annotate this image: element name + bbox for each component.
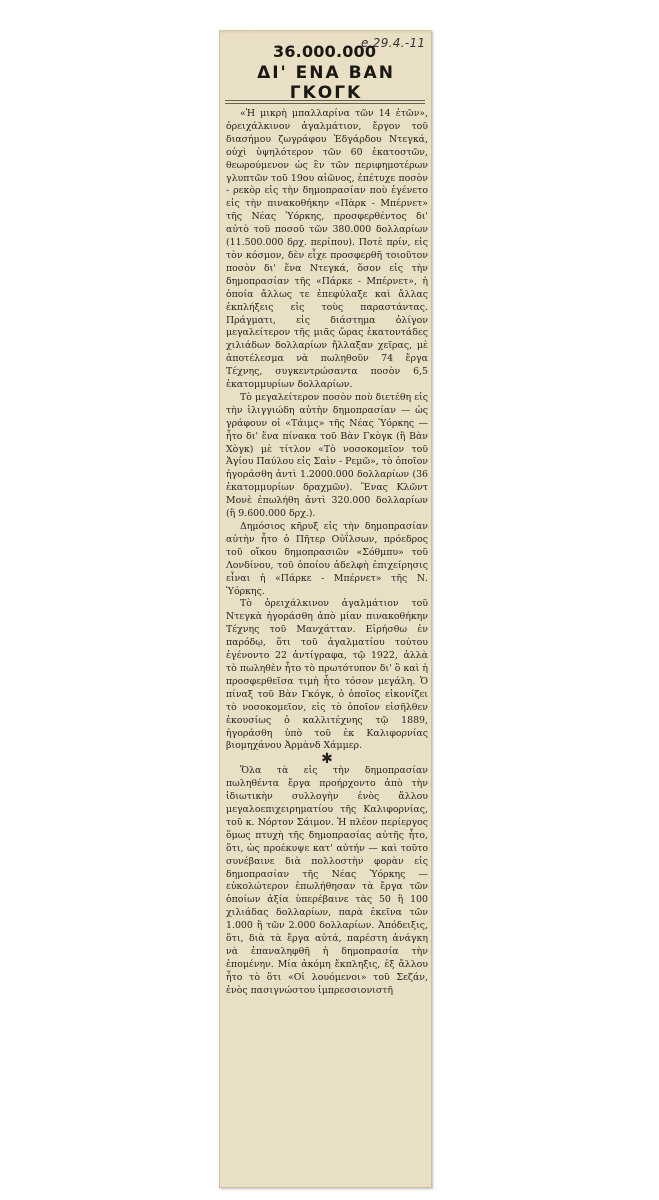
article-paragraph-5: Ὅλα τὰ εἰς τὴν δημοπρασίαν πωληθέντα ἔργα προήρχοντο ἀπὸ τὴν ἰδιωτικὴν συλλογὴν ἑνὸς ἄλλου μεγαλοεπιχειρηματίου τῆς Καλιφορνίας, τοῦ κ. Νόρτον Σάιμον. Ἡ πλέον περίεργος ὅμως πτυχὴ τῆς δημοπρασίας αὐτῆς ἦτο, ὅτι, ὡς προέκυψε κατ' αὐτήν — καὶ τοῦτο συνέβαινε διὰ πολλοστὴν φορὰν εἰς δημοπρασίαν τῆς Νέας Ὑόρκης — εὐκολώτερον ἐπωλήθησαν τὰ ἔργα τῶν ὁποίων ἀξία ὑπερέβαινε τὰς 50 ἢ 100 χιλιάδας δολλαρίων, παρὰ ἐκεῖνα τῶν 1.000 ἢ τῶν 2.000 δολλαρίων. Ἀπόδειξις, ὅτι, διὰ τὰ ἔργα αὐτά, παρέστη ἀνάγκη νὰ ἐπαναληφθῆ ἡ δημοπρασία τὴν ἐπομένην. Μία ἀκόμη ἔκπληξις, ἐξ ἄλλου ἦτο τὸ ὅτι «Οἱ λουόμενοι» τοῦ Σεζάν, ἑνὸς πασιγνώστου ἰμπρεσσιονιστῆ [226, 765, 428, 996]
headline-amount: 36.000.000 [273, 42, 377, 61]
article-body [226, 108, 428, 998]
headline-title: ΔΙ' ΕΝΑ ΒΑΝ ΓΚΟΓΚ [257, 63, 395, 103]
article-paragraph-2: Τὸ μεγαλείτερον ποσὸν ποὺ διετέθη εἰς τὴν ἰλιγγιώδη αὐτὴν δημοπρασίαν — ὡς γράφουν οἱ «Τάιμς» τῆς Νέας Ὑόρκης — ἦτο δι' ἕνα πίνακα τοῦ Βὰν Γκὸγκ (ἢ Βὰν Χὸγκ) μὲ τίτλον «Τὸ νοσοκομεῖον τοῦ Ἁγίου Παύλου εἰς Σαὶν - Ρεμῶ», τὸ ὁποῖον ἠγοράσθη ἀντὶ 1.2000.000 δολλαρίων (36 ἑκατομμυρίων δραχμῶν). Ἕνας Κλῶντ Μονὲ ἐπωλήθη ἀντὶ 320.000 δολλαρίων (ἢ 9.600.000 δρχ.). [226, 391, 428, 520]
headline-rule-double [225, 103, 425, 104]
newspaper-clipping [219, 30, 432, 1188]
handwritten-date-annotation: e 29.4.-11 [361, 36, 426, 50]
article-paragraph-1: «Ἡ μικρὴ μπαλλαρίνα τῶν 14 ἐτῶν», ὀρειχάλκινον ἀγαλμάτιον, ἔργον τοῦ διασήμου ζωγράφου Ἐδγάρδου Ντεγκά, οὐχὶ ὑψηλότερον τῶν 60 ἑκατοστῶν, θεωρούμενον ὡς ἓν τῶν περιφημοτέρων γλυπτῶν τοῦ 19ου αἰῶνος, ἐπέτυχε ποσὸν - ρεκὸρ εἰς τὴν δημοπρασίαν ποὺ ἐγένετο εἰς τὴν πινακοθήκην «Πὰρκ - Μπέρνετ» τῆς Νέας Ὑόρκης, προσφερθέντος δι' αὐτὸ τοῦ ποσοῦ τῶν 380.000 δολλαρίων (11.500.000 δρχ. περίπου). Ποτὲ πρίν, εἰς τὸν κόσμον, δὲν εἶχε προσφερθῆ τοιοῦτον ποσὸν δι' ἕνα Ντεγκά, ὅσον εἰς τὴν δημοπρασίαν τῆς «Πάρκε - Μπέρνετ», ἡ ὁποία ἄλλως τε ἐπεφύλαξε καὶ ἄλλας ἐκπλήξεις εἰς τοὺς παραστάντας. Πράγματι, εἰς διάστημα ὀλίγον μεγαλείτερον τῆς μιᾶς ὥρας ἑκατοντάδες χιλιάδων δολλαρίων ἤλλαξαν χεῖρας, μὲ ἀποτέλεσμα νὰ πωληθοῦν 74 ἔργα Τέχνης, συγκεντρώσαντα ποσὸν 6,5 ἑκατομμυρίων δολλαρίων. [226, 108, 428, 391]
headline-rule [225, 100, 425, 101]
article-paragraph-4: Τὸ ὀρειχάλκινον ἀγαλμάτιον τοῦ Ντεγκὰ ἠγοράσθη ἀπὸ μίαν πινακοθήκην Τέχνης τοῦ Μανχάτταν. Εἰρήσθω ἐν παρόδῳ, ὅτι τοῦ ἀγαλματίου τούτου ἐγένοντο 22 ἀντίγραφα, τῷ 1922, ἀλλὰ τὸ πωληθὲν ἦτο τὸ πρωτότυπον δι' ὃ καὶ ἡ προσφερθεῖσα τιμὴ ἦτο τόσον μεγάλη. Ὁ πίναξ τοῦ Βὰν Γκόγκ, ὁ ὁποῖος εἰκονίζει τὸ νοσοκομεῖον, εἰς τὸ ὁποῖον εἰσῆλθεν ἑκουσίως ὁ καλλιτέχνης τῷ 1889, ἠγοράσθη ὑπὸ τοῦ ἐκ Καλιφορνίας βιομηχάνου Ἀρμὰνδ Χάμμερ. [226, 598, 428, 752]
section-separator: ✱ [321, 751, 333, 768]
article-paragraph-3: Δημόσιος κῆρυξ εἰς τὴν δημοπρασίαν αὐτὴν ἦτο ὁ Πῆτερ Οὐΐλσων, πρόεδρος τοῦ οἴκου δημοπρασιῶν «Σόθμπυ» τοῦ Λονδίνου, τοῦ ὁποίου ἀδελφὴ ἐπιχείρησις εἶναι ἡ «Πάρκε - Μπέρνετ» τῆς Ν. Ὑόρκης. [226, 521, 428, 597]
clipping-top-edge [219, 30, 432, 34]
